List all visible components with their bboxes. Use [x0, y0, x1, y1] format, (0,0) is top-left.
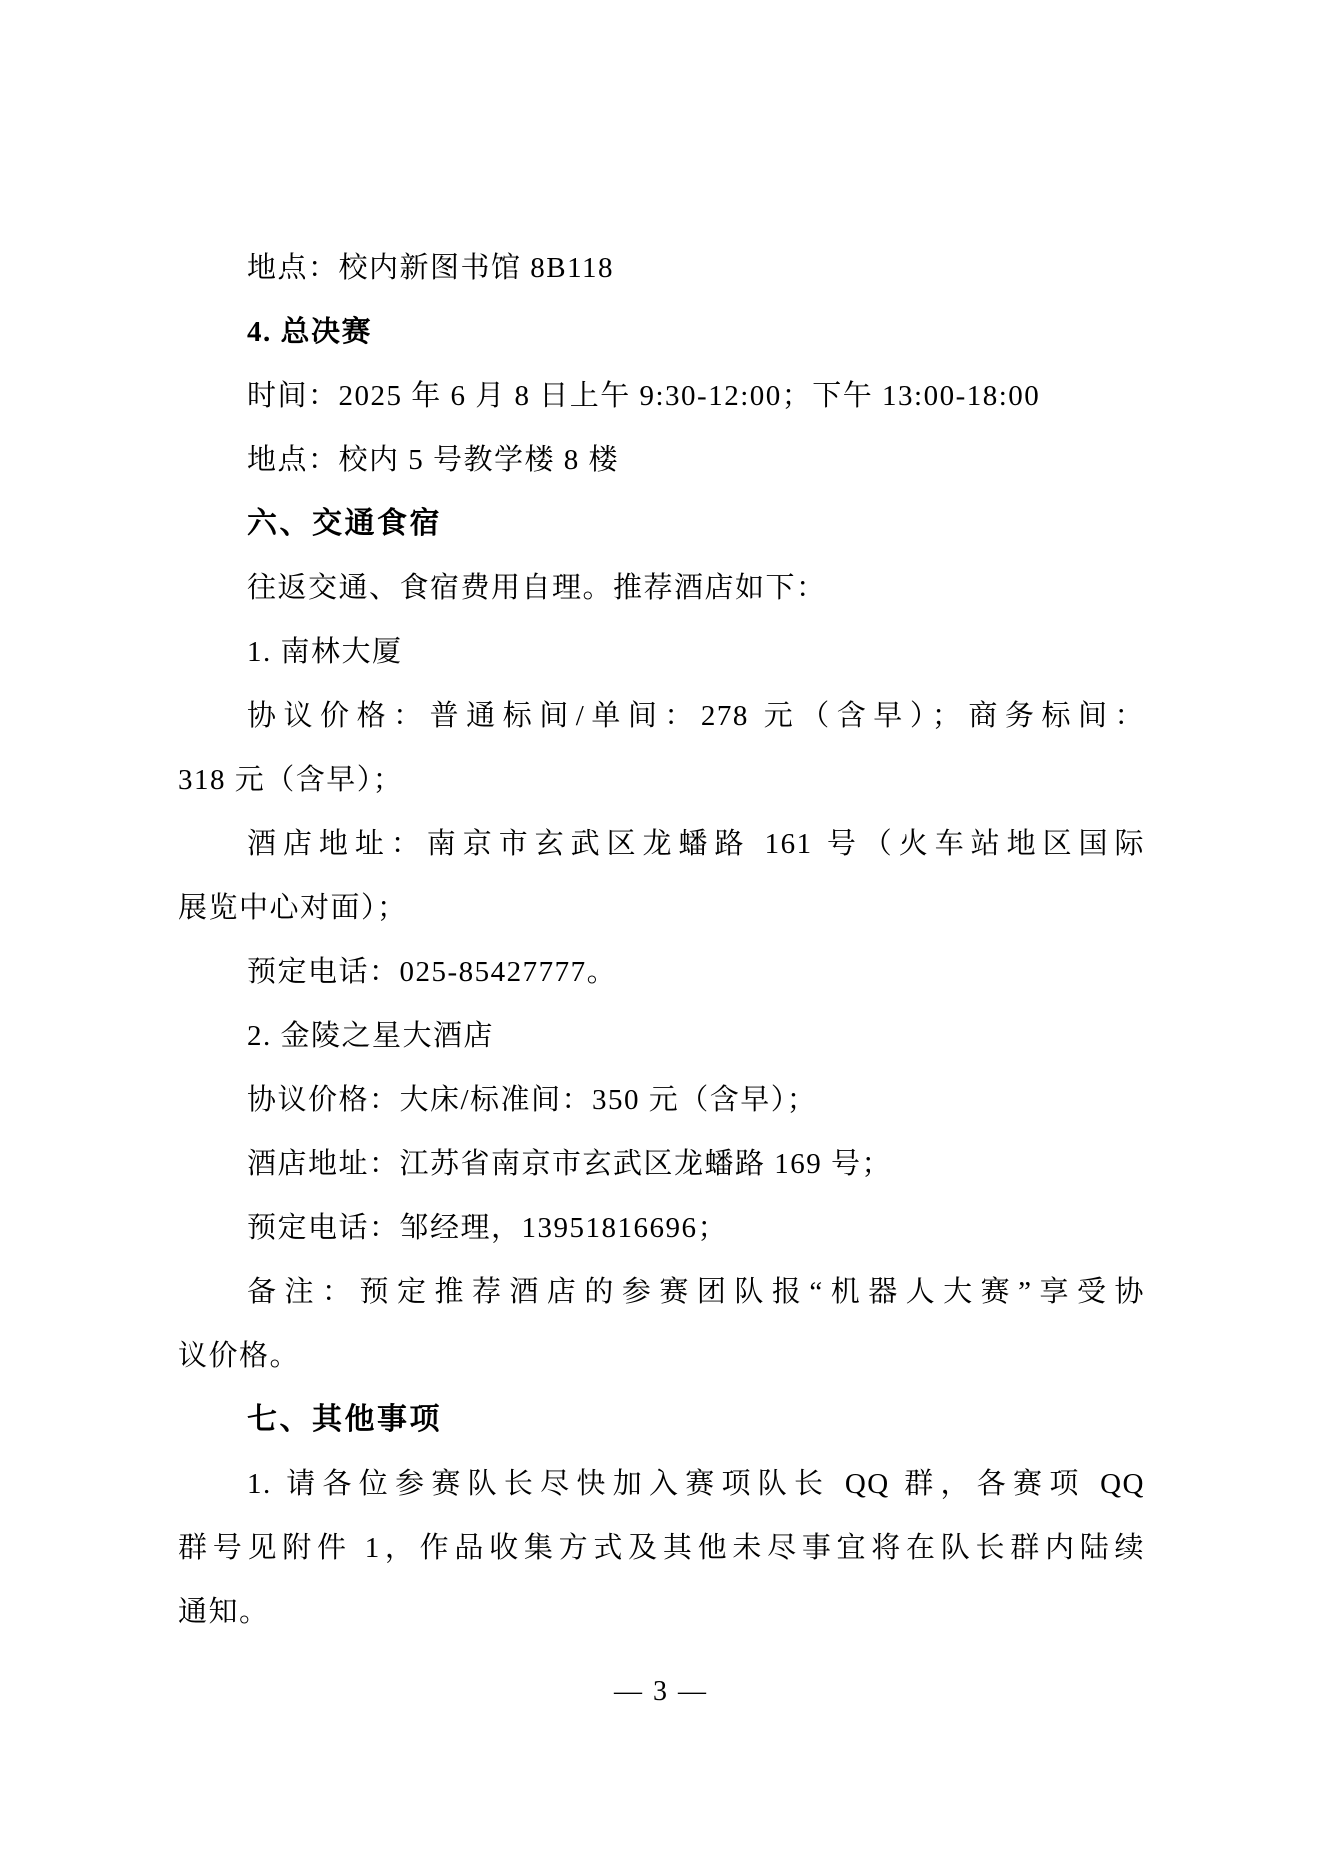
- document-line: 备注：预定推荐酒店的参赛团队报“机器人大赛”享受协: [247, 1276, 1145, 1308]
- document-line: 预定电话：025-85427777。: [247, 956, 618, 988]
- document-line: 协议价格：普通标间/单间：278 元（含早）；商务标间：: [247, 700, 1145, 732]
- document-line: 1. 南林大厦: [247, 636, 403, 668]
- document-line: 往返交通、食宿费用自理。推荐酒店如下：: [247, 572, 827, 604]
- document-line: 地点：校内新图书馆 8B118: [247, 252, 615, 284]
- section-heading: 六、交通食宿: [247, 507, 442, 540]
- document-line: 318 元（含早）；: [178, 764, 404, 796]
- document-line: 协议价格：大床/标准间：350 元（含早）；: [247, 1084, 818, 1116]
- document-line: 展览中心对面）；: [178, 892, 408, 924]
- document-line: 酒店地址：南京市玄武区龙蟠路 161 号（火车站地区国际: [247, 828, 1145, 860]
- document-line: 通知。: [178, 1596, 270, 1628]
- document-line: 时间：2025 年 6 月 8 日上午 9:30-12:00；下午 13:00-18:00: [247, 380, 1041, 412]
- page-number: — 3 —: [614, 1676, 708, 1707]
- document-line: 地点：校内 5 号教学楼 8 楼: [247, 444, 620, 476]
- document-line: 预定电话：邹经理，13951816696；: [247, 1212, 729, 1244]
- document-text-block: [178, 236, 1145, 1644]
- sub-heading: 4. 总决赛: [247, 316, 373, 348]
- document-line: 1. 请各位参赛队长尽快加入赛项队长 QQ 群，各赛项 QQ: [247, 1468, 1145, 1500]
- document-line: 2. 金陵之星大酒店: [247, 1020, 495, 1052]
- document-line: 群号见附件 1，作品收集方式及其他未尽事宜将在队长群内陆续: [178, 1532, 1145, 1564]
- document-line: 议价格。: [178, 1340, 301, 1372]
- document-line: 酒店地址：江苏省南京市玄武区龙蟠路 169 号；: [247, 1148, 893, 1180]
- section-heading: 七、其他事项: [247, 1403, 442, 1436]
